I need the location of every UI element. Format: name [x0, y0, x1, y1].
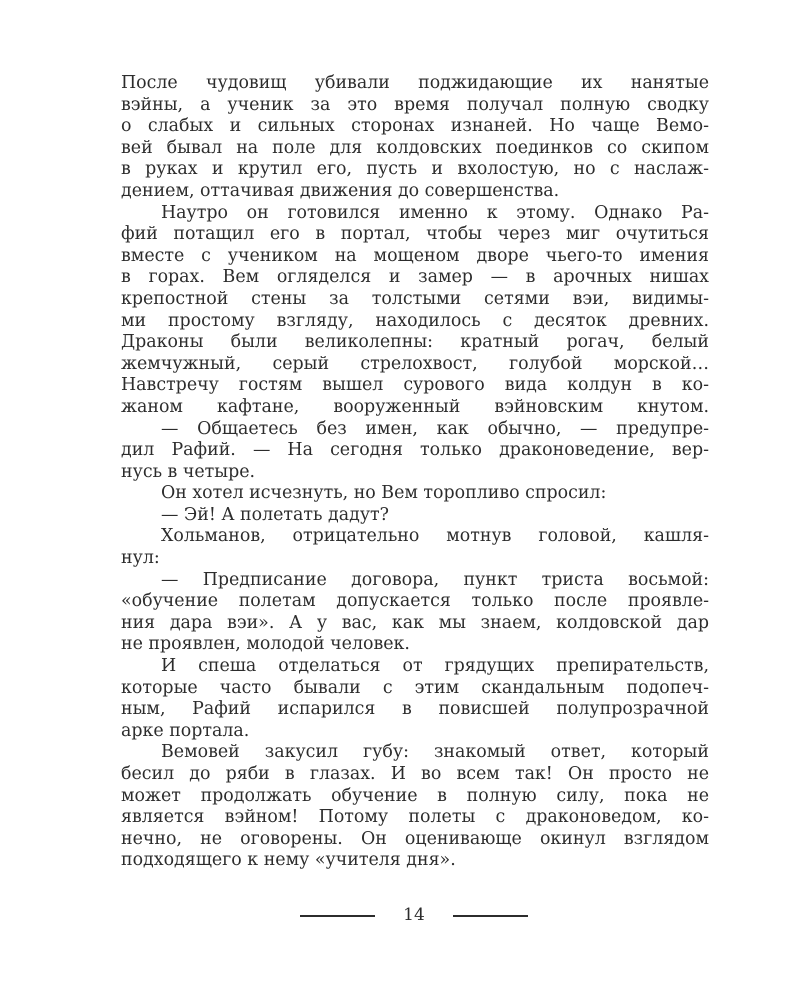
text-line: является вэйном! Потому полеты с драконоведом, ко-: [121, 807, 709, 828]
text-line: вей бывал на поле для колдовских поединков со скипом: [121, 137, 709, 158]
text-line: После чудовищ убивали поджидающие их нанятые: [121, 73, 709, 93]
text-line: арке портала.: [121, 720, 250, 741]
text-line: вместе с учеником на мощеном дворе чьего-то имения: [121, 245, 709, 266]
footer-rule-left: [300, 915, 375, 917]
text-line: Хольманов, отрицательно мотнув головой, кашля-: [161, 526, 709, 547]
text-line: Драконы были великолепны: кратный рогач, белый: [121, 332, 709, 353]
text-line: вэйны, а ученик за это время получал полную сводку: [121, 94, 709, 115]
text-line: нул:: [121, 548, 160, 569]
text-line: «обучение полетам допускается только после проявле-: [121, 591, 709, 612]
text-line: — Предписание договора, пункт триста восьмой:: [161, 569, 709, 590]
text-line: жаном кафтане, вооруженный вэйновским кнутом.: [121, 396, 709, 417]
text-line: в руках и крутил его, пусть и вхолостую, но с наслаж-: [121, 159, 709, 180]
text-line: ным, Рафий испарился в повисшей полупрозрачной: [121, 699, 709, 720]
page-number: 14: [403, 905, 425, 925]
text-line: которые часто бывали с этим скандальным подопеч-: [121, 677, 709, 698]
text-line: дением, оттачивая движения до совершенства.: [121, 180, 560, 201]
text-line: — Эй! А полетать дадут?: [161, 504, 389, 525]
text-line: ния дара вэи». А у вас, как мы знаем, колдовской дар: [121, 612, 709, 633]
text-line: фий потащил его в портал, чтобы через миг очутиться: [121, 224, 709, 245]
page-footer: [300, 903, 528, 927]
text-line: нечно, не оговорены. Он оценивающе окинул взглядом: [121, 828, 709, 849]
text-line: ми простому взгляду, находилось с десяток древних.: [121, 310, 709, 331]
text-line: в горах. Вем огляделся и замер — в арочных нишах: [121, 267, 709, 288]
text-line: — Общаетесь без имен, как обычно, — предупре-: [161, 418, 709, 439]
text-line: бесил до ряби в глазах. И во всем так! Он просто не: [121, 764, 709, 784]
text-line: может продолжать обучение в полную силу, пока не: [121, 785, 709, 806]
text-line: Навстречу гостям вышел сурового вида колдун в ко-: [121, 375, 709, 396]
text-line: жемчужный, серый стрелохвост, голубой морской…: [121, 353, 709, 374]
text-line: Он хотел исчезнуть, но Вем торопливо спросил:: [161, 483, 607, 504]
text-line: подходящего к нему «учителя дня».: [121, 850, 456, 871]
footer-rule-right: [453, 915, 528, 917]
text-line: дил Рафий. — На сегодня только драконоведение, вер-: [121, 440, 709, 461]
text-line: нусь в четыре.: [121, 461, 256, 482]
body-text: [121, 73, 709, 872]
text-line: Наутро он готовился именно к этому. Однако Ра-: [161, 202, 709, 223]
text-line: о слабых и сильных сторонах изнаней. Но чаще Вемо-: [121, 116, 709, 137]
text-line: крепостной стены за толстыми сетями вэи, видимы-: [121, 288, 709, 309]
text-line: И спеша отделаться от грядущих препирательств,: [161, 656, 709, 677]
text-line: Вемовей закусил губу: знакомый ответ, который: [161, 742, 709, 763]
text-line: не проявлен, молодой человек.: [121, 634, 410, 655]
